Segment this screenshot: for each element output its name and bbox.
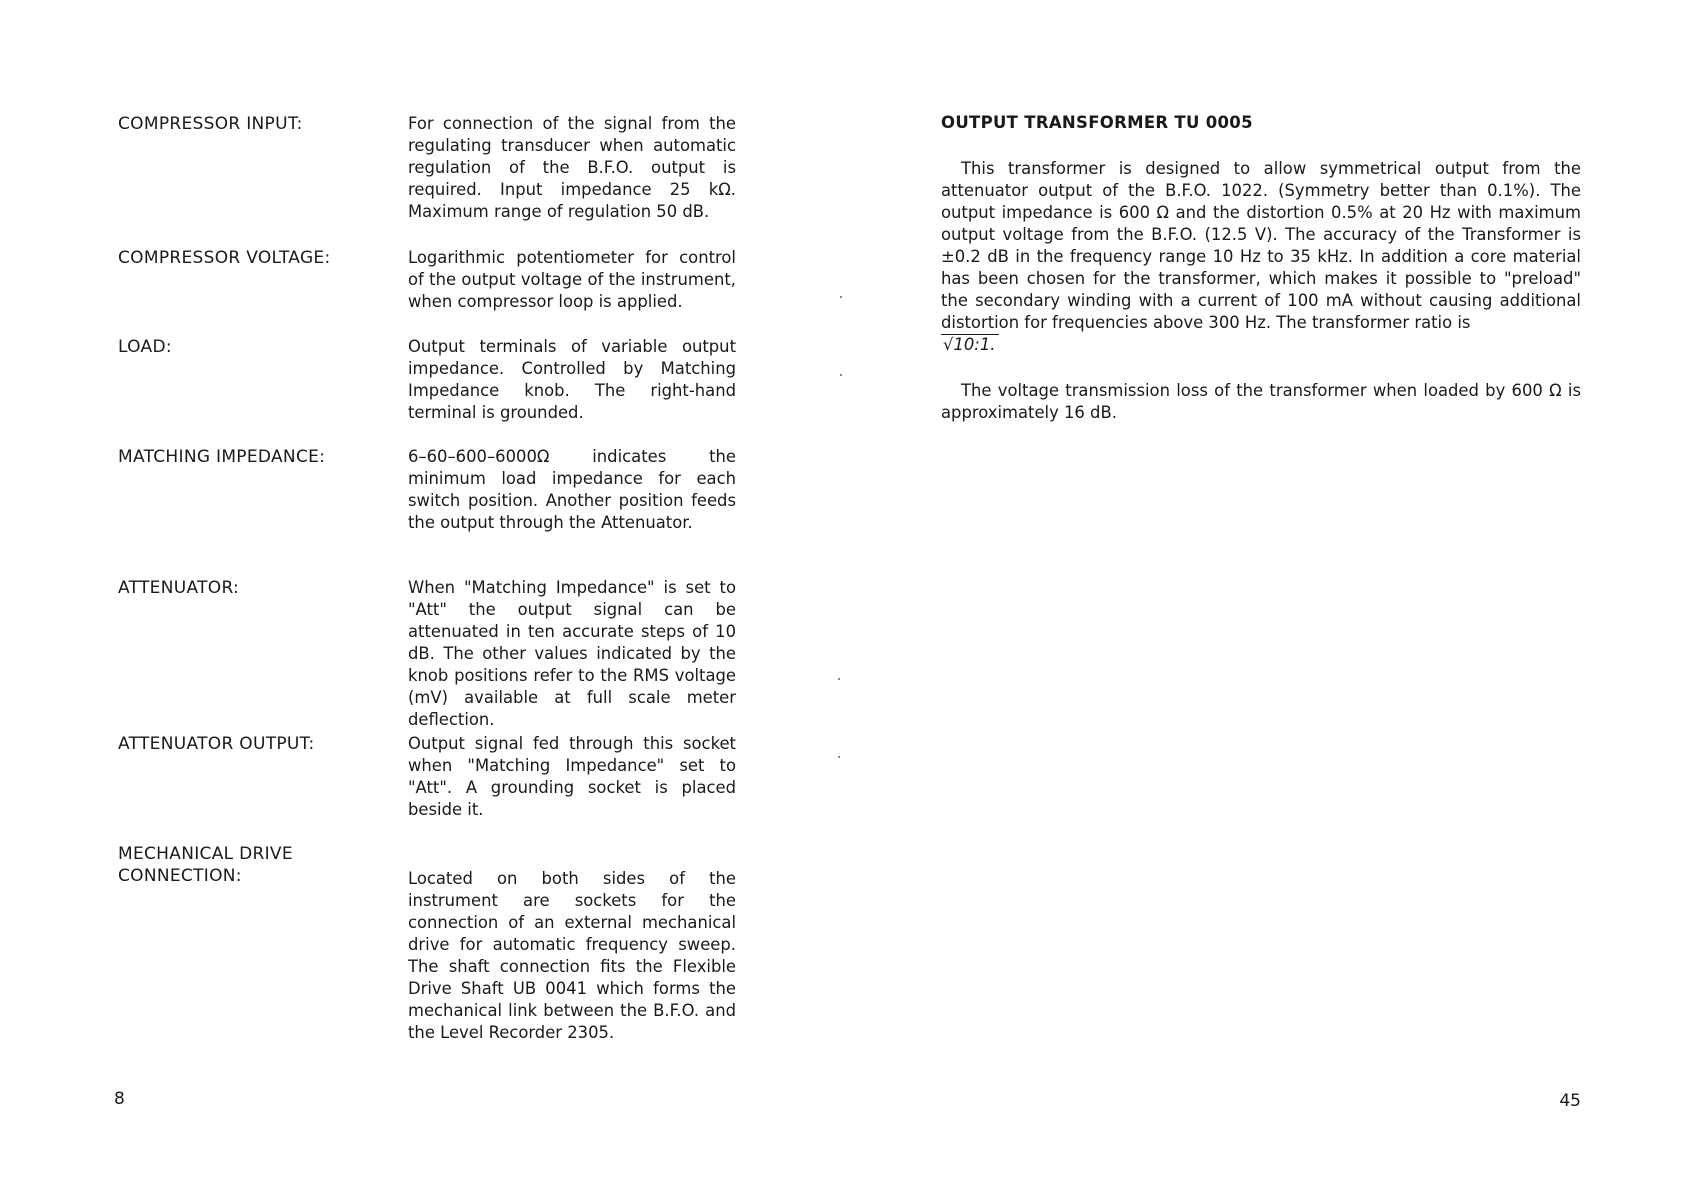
scan-speck xyxy=(838,756,840,758)
entry-term: MECHANICAL DRIVE CONNECTION: xyxy=(118,844,293,886)
entry-term: MATCHING IMPEDANCE: xyxy=(118,447,326,467)
body-paragraph xyxy=(941,380,1581,424)
entry-description: Output signal fed through this socket when "Matching Impedance" set to "Att". A grounding socket is placed beside it. xyxy=(408,734,736,819)
paragraph-text: The voltage transmission loss of the transformer when loaded by 600 Ω is approximately 16 dB. xyxy=(941,381,1581,422)
paragraph-text: This transformer is designed to allow symmetrical output from the attenuator output of the B.F.O. 1022. (Symmetry better than 0.1%). The output impedance is 600 Ω and the distortion 0.5% at 20 Hz with maximum output voltage from the B.F.O. (12.5 V). The accuracy of the Transformer is ±0.2 dB in the frequency range 10 Hz to 35 kHz. In addition a core material has been chosen for the transformer, which makes it possible to "preload" the secondary winding with a current of 100 mA without causing additional distortion for frequencies above 300 Hz. The transformer ratio is xyxy=(941,159,1581,332)
sqrt-symbol: √ xyxy=(943,335,954,354)
entry-term: COMPRESSOR INPUT: xyxy=(118,114,303,134)
page-number: 45 xyxy=(1559,1091,1581,1111)
entry-description: Located on both sides of the instrument are sockets for the connection of an external mechanical drive for automatic frequency sweep. The shaft connection fits the Flexible Drive Shaft UB 0041 which forms the mechanical link between the B.F.O. and the Level Recorder 2305. xyxy=(408,869,736,1042)
ratio-value: 10:1. xyxy=(953,335,996,354)
entry-description: When "Matching Impedance" is set to "Att" the output signal can be attenuated in ten accurate steps of 10 dB. The other values indicated by the knob positions refer to the RMS voltage (mV) available at full scale meter deflection. xyxy=(408,578,736,729)
entry-term: ATTENUATOR: xyxy=(118,578,240,598)
transformer-ratio xyxy=(941,334,999,354)
entry-term: COMPRESSOR VOLTAGE: xyxy=(118,248,331,268)
body-paragraph xyxy=(941,158,1581,356)
entry-term: ATTENUATOR OUTPUT: xyxy=(118,734,315,754)
entry-term: LOAD: xyxy=(118,337,172,357)
page-number: 8 xyxy=(114,1089,125,1109)
entry-description: 6–60–600–6000Ω indicates the minimum load impedance for each switch position. Another position feeds the output through the Attenuator. xyxy=(408,447,736,532)
entry-description: For connection of the signal from the regulating transducer when automatic regulation of the B.F.O. output is required. Input impedance 25 kΩ. Maximum range of regulation 50 dB. xyxy=(408,114,736,221)
scan-speck xyxy=(840,296,842,298)
right-page xyxy=(841,0,1682,1190)
entry-description: Output terminals of variable output impedance. Controlled by Matching Impedance knob. The right-hand terminal is grounded. xyxy=(408,337,736,422)
entry-description: Logarithmic potentiometer for control of the output voltage of the instrument, when compressor loop is applied. xyxy=(408,248,736,311)
scan-speck xyxy=(840,374,842,376)
scan-speck xyxy=(838,678,840,680)
section-title: OUTPUT TRANSFORMER TU 0005 xyxy=(941,113,1253,132)
